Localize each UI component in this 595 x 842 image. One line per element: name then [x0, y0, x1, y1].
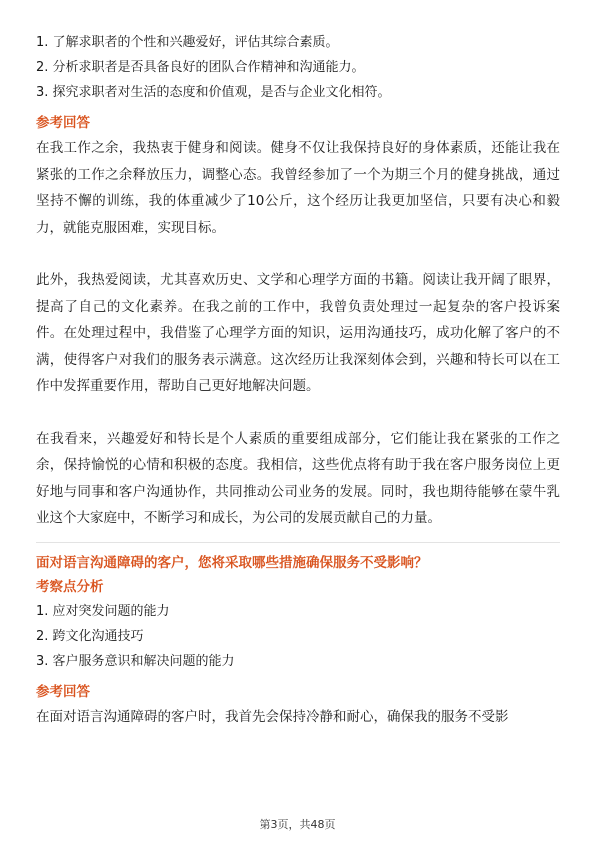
answer-paragraph: 在我看来，兴趣爱好和特长是个人素质的重要组成部分，它们能让我在紧张的工作之余，保持愉悦的心情和积极的态度。我相信，这些优点将有助于我在客户服务岗位上更好地与同事和客户沟通协作，共同推动公司业务的发展。同时，我也期待能够在蒙牛乳业这个大家庭中，不断学习和成长，为公司的发展贡献自己的力量。	[36, 430, 560, 526]
list-item: 3. 客户服务意识和解决问题的能力	[36, 653, 235, 669]
list-item: 1. 了解求职者的个性和兴趣爱好，评估其综合素质。	[36, 35, 339, 50]
answer-paragraph: 在面对语言沟通障碍的客户时，我首先会保持冷静和耐心，确保我的服务不受影	[36, 708, 509, 725]
list-item: 1. 应对突发问题的能力	[36, 603, 170, 619]
answer-paragraph: 此外，我热爱阅读，尤其喜欢历史、文学和心理学方面的书籍。阅读让我开阔了眼界，提高了自己的文化素养。在我之前的工作中，我曾负责处理过一起复杂的客户投诉案件。在处理过程中，我借鉴了心理学方面的知识，运用沟通技巧，成功化解了客户的不满，使得客户对我们的服务表示满意。这次经历让我深刻体会到，兴趣和特长可以在工作中发挥重要作用，帮助自己更好地解决问题。	[36, 272, 560, 394]
list-item: 3. 探究求职者对生活的态度和价值观，是否与企业文化相符。	[36, 85, 391, 100]
list-item: 2. 跨文化沟通技巧	[36, 628, 144, 644]
page-footer: 第3页，共48页	[259, 818, 336, 831]
question-heading: 面对语言沟通障碍的客户，您将采取哪些措施确保服务不受影响？	[36, 554, 428, 571]
answer-heading: 参考回答	[36, 115, 90, 131]
answer-heading: 参考回答	[36, 683, 90, 700]
section-divider	[36, 542, 560, 543]
analysis-heading: 考察点分析	[36, 578, 104, 595]
page-content	[36, 30, 560, 730]
answer-paragraph: 在我工作之余，我热衷于健身和阅读。健身不仅让我保持良好的身体素质，还能让我在紧张的工作之余释放压力，调整心态。我曾经参加了一个为期三个月的健身挑战，通过坚持不懈的训练，我的体重减少了10公斤，这个经历让我更加坚信，只要有决心和毅力，就能克服困难，实现目标。	[36, 140, 560, 236]
list-item: 2. 分析求职者是否具备良好的团队合作精神和沟通能力。	[36, 60, 365, 75]
